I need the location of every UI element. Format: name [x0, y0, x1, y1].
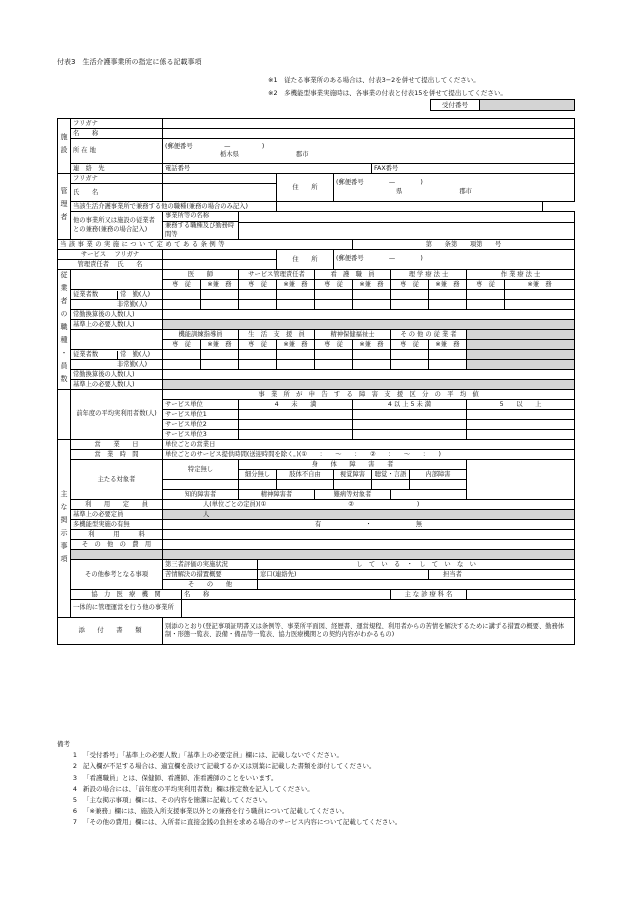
role-empty — [467, 330, 575, 340]
business-hours-label: 営 業 時 間 — [71, 450, 163, 460]
cell[interactable] — [391, 360, 429, 370]
staff-fte-field-2[interactable] — [163, 370, 575, 380]
cell[interactable] — [353, 300, 391, 310]
cell[interactable] — [391, 300, 429, 310]
svc-manager-name-label: 氏 名 — [117, 260, 143, 268]
complaint-person[interactable]: 担当者 — [429, 570, 575, 580]
phys-type-1[interactable]: 細分無し — [239, 470, 277, 480]
manager-pref: 県 — [396, 187, 403, 195]
top-note-2: ※2 多機能型事業実施時は、各事業の付表と付表15を併せて提出してください。 — [268, 89, 507, 97]
remark-num-4: 4 — [72, 784, 77, 793]
eval-field[interactable]: し て い る ・ し て い な い — [258, 560, 575, 570]
multi-label: 多機能型実施の有無 — [71, 520, 163, 530]
medical-label: 協 力 医 療 機 関 — [71, 590, 182, 600]
manager-name-label: 氏 名 — [71, 184, 163, 202]
disability-title: 事 業 所 が 申 告 す る 障 害 支 援 区 分 の 平 均 値 — [163, 390, 575, 400]
cell[interactable] — [353, 290, 391, 300]
staff-count-label-2: 従業者数 — [73, 350, 99, 358]
staff-part-label-1: 非常勤(人) — [71, 300, 163, 310]
cell[interactable] — [239, 360, 277, 370]
phys-type-3[interactable]: 視覚障害 — [334, 470, 372, 480]
col-dual-b3: ※兼 務 — [353, 340, 391, 350]
fee-field[interactable] — [163, 530, 575, 540]
role-service-manager: サービス管理責任者 — [239, 270, 315, 280]
remark-num-5: 5 — [72, 796, 77, 805]
facility-section-label: 施設 — [58, 119, 71, 174]
col-dual-b4: ※兼 務 — [429, 340, 467, 350]
top-notes — [268, 74, 507, 100]
cell[interactable] — [391, 290, 429, 300]
svc-manager-label-1: サービス — [80, 250, 106, 258]
remark-1 — [57, 750, 401, 761]
multi-field[interactable]: 有 ・ 無 — [163, 520, 575, 530]
unit-3: サービス単位3 — [163, 430, 239, 440]
fee-label: 利 用 料 — [71, 530, 163, 540]
remark-7 — [57, 817, 401, 828]
cell[interactable] — [429, 300, 467, 310]
ordinance-field[interactable]: 第 条第 項第 号 — [353, 240, 575, 250]
manager-other-facility-label: 他の事業所又は施設の従業者との兼務(兼務の場合記入) — [71, 212, 163, 240]
col-full-b3: 専 従 — [315, 340, 353, 350]
remark-num-2: 2 — [72, 762, 77, 771]
other-label: そ の 他 — [163, 580, 258, 590]
cell[interactable] — [315, 300, 353, 310]
cell[interactable] — [277, 300, 315, 310]
staff-part-label-2: 非常勤(人) — [71, 360, 163, 370]
staff-fte-label-1: 常勤換算後の人数(人) — [71, 310, 163, 320]
cell[interactable] — [353, 420, 467, 430]
facility-contact-label: 連 絡 先 — [71, 164, 163, 174]
business-hours-field[interactable]: 単位ごとのサービス提供時間(送迎時間を除く。)(① ： 〜 ： ② ： 〜 ： ) — [163, 450, 575, 460]
cell[interactable] — [429, 350, 467, 360]
col-full-b2: 専 従 — [239, 340, 277, 350]
role-life-support: 生 活 支 援 員 — [239, 330, 315, 340]
phys-type-5[interactable]: 内部障害 — [410, 470, 467, 480]
cell[interactable] — [467, 290, 505, 300]
remarks — [57, 739, 401, 829]
svc-manager-furigana-field[interactable] — [163, 250, 277, 260]
cell — [239, 480, 277, 490]
business-day-field[interactable]: 単位ごとの営業日 — [163, 440, 575, 450]
unit-1: サービス単位1 — [163, 410, 239, 420]
cell[interactable] — [239, 430, 353, 440]
cell[interactable] — [353, 430, 467, 440]
manager-other-job-label: 当該生活介護事業所で兼務する他の職種(兼務の場合のみ記入) — [71, 202, 277, 212]
cell[interactable] — [353, 360, 391, 370]
remark-text-2: 記入欄が不足する場合は、適宜欄を設けて記載するか又は別葉に記載した書類を添付してください。 — [83, 762, 376, 771]
other-field[interactable] — [258, 580, 575, 590]
col-dual-b2: ※兼 務 — [277, 340, 315, 350]
facility-address-field[interactable] — [163, 139, 575, 164]
remark-text-6: 「※兼務」欄には、施設入所支援事業以外との兼務を行う職員について記載してください。 — [83, 807, 349, 816]
medical-name-label: 名 称 — [184, 590, 210, 598]
cell[interactable] — [315, 350, 353, 360]
ref-label: その他参考となる事項 — [71, 560, 163, 590]
col-dual-1: ※兼 務 — [201, 280, 239, 290]
target-label: 主たる対象者 — [71, 460, 163, 500]
cell[interactable] — [201, 360, 239, 370]
svc-manager-name-field[interactable] — [163, 260, 277, 270]
role-pt: 理 学 療 法 士 — [391, 270, 467, 280]
col-full-3: 専 従 — [315, 280, 353, 290]
target-physical: 身 体 障 害 者 — [239, 460, 467, 470]
business-day-label: 営 業 日 — [71, 440, 163, 450]
document-title: 付表3 生活介護事業所の指定に係る記載事項 — [57, 58, 202, 66]
manager-facility-name-label: 事業所等の名称 — [163, 212, 238, 222]
cell[interactable] — [353, 410, 467, 420]
cell[interactable] — [277, 350, 315, 360]
other-type-1[interactable]: 知的障害者 — [163, 490, 239, 500]
cell[interactable] — [163, 300, 201, 310]
col-full-1: 専 従 — [163, 280, 201, 290]
complaint-label: 苦情解決の措置概要 — [163, 570, 258, 580]
over5-header: 5 以 上 — [467, 400, 575, 410]
cell[interactable] — [163, 350, 201, 360]
prev-avg-users-label: 前年度の平均実利用者数(人) — [71, 390, 163, 440]
application-form-table — [57, 118, 575, 645]
remark-text-7: 「その他の費用」欄には、入所者に直接金銭の負担を求める場合のサービス内容について記載してください。 — [83, 818, 402, 827]
col-full-2: 専 従 — [239, 280, 277, 290]
role-psw: 精神保健福祉士 — [315, 330, 391, 340]
staff-count-label-1: 従業者数 — [73, 290, 99, 298]
staff-required-label-2: 基準上の必要人数(人) — [71, 380, 163, 390]
facility-tel-field[interactable] — [163, 164, 372, 174]
cell[interactable] — [429, 360, 467, 370]
receipt-number-field[interactable] — [480, 100, 574, 110]
facility-name-label: 名 称 — [71, 129, 163, 139]
attachments-label: 添 付 書 類 — [58, 618, 163, 645]
staff-count-regular-label — [71, 290, 163, 300]
cell[interactable] — [315, 360, 353, 370]
col-full-5: 専 従 — [467, 280, 505, 290]
cell[interactable] — [467, 420, 575, 430]
cell — [163, 480, 239, 490]
cell[interactable] — [315, 290, 353, 300]
staff-required-field-2 — [163, 380, 575, 390]
facility-address-label: 所 在 地 — [71, 139, 163, 164]
cell[interactable] — [391, 350, 429, 360]
facility-fax-label: FAX番号 — [374, 164, 399, 172]
cell[interactable] — [239, 410, 353, 420]
attachments-text: 別添のとおり(登記事項証明書又は条例等、事業所平面図、経歴書、運営規程、利用者からの苦情を解決するために講ずる措置の概要、勤務体制・形態一覧表、設備・備品等一覧表、協力医療機関との契約内容がわかるもの) — [163, 618, 575, 645]
cell[interactable] — [505, 290, 575, 300]
facility-furigana-field[interactable] — [163, 119, 575, 129]
col-dual-5: ※兼 務 — [505, 280, 575, 290]
receipt-number-label: 受付番号 — [431, 100, 480, 110]
cell[interactable] — [201, 300, 239, 310]
staff-required-field-1 — [163, 320, 575, 330]
medical-subject-label: 主 な 診 療 科 名 — [391, 590, 467, 600]
complaint-window[interactable]: 窓口(連絡先) — [258, 570, 429, 580]
cell — [277, 480, 334, 490]
cell — [467, 360, 575, 370]
under4-header: 4 未 満 — [239, 400, 353, 410]
capacity-field[interactable]: 人(単位ごとの定員)(① ② ) — [163, 500, 575, 510]
col-dual-3: ※兼 務 — [353, 280, 391, 290]
svc-manager-label-2: 管理責任者 — [77, 260, 109, 268]
staff-regular-label-2: 常 勤(人) — [117, 351, 150, 359]
role-other: そ の 他 の 従 業 者 — [391, 330, 467, 340]
manager-name-field[interactable] — [163, 184, 277, 202]
eval-label: 第三者評価の実施状況 — [163, 560, 258, 570]
remark-text-5: 「主な掲示事項」欄には、その内容を簡潔に記載してください。 — [83, 796, 272, 805]
cell — [334, 480, 372, 490]
remark-5 — [57, 795, 401, 806]
staff-fte-field-1[interactable] — [163, 310, 575, 320]
integrated-field[interactable] — [182, 600, 575, 618]
cell — [71, 550, 163, 560]
cell — [467, 350, 575, 360]
capacity-label: 利 用 定 員 — [71, 500, 163, 510]
remark-text-4: 新設の場合には、「前年度の平均実利用者数」欄は推定数を記入してください。 — [83, 784, 314, 793]
cell[interactable] — [201, 290, 239, 300]
col-full-b1: 専 従 — [163, 340, 201, 350]
remark-4 — [57, 784, 401, 795]
facility-tel-label: 電話番号 — [165, 164, 191, 172]
col-dual-4: ※兼 務 — [429, 280, 467, 290]
target-blank — [467, 460, 575, 500]
staff-header-blank-2 — [71, 330, 163, 350]
remark-text-1: 「受付番号」「基準上の必要人数」「基準上の必要定員」欄には、記載しないでください。 — [83, 751, 343, 760]
col-full-b4: 専 従 — [391, 340, 429, 350]
facility-fax-field[interactable] — [372, 164, 575, 174]
cell[interactable] — [467, 300, 505, 310]
svc-manager-label-furigana — [58, 250, 163, 260]
cell[interactable] — [277, 360, 315, 370]
manager-furigana-field[interactable] — [163, 174, 277, 184]
manager-postal: (郵便番号 — ) — [336, 179, 423, 186]
cell[interactable] — [277, 290, 315, 300]
facility-name-field[interactable] — [163, 129, 575, 139]
cell[interactable] — [467, 430, 575, 440]
remark-num-3: 3 — [72, 773, 77, 782]
phys-type-4[interactable]: 聴覚・言語 — [372, 470, 410, 480]
capacity-req-label: 基準上の必要定員 — [71, 510, 163, 520]
other-type-3[interactable]: 難病等対象者 — [315, 490, 391, 500]
remark-3 — [57, 773, 401, 784]
role-doctor: 医 師 — [163, 270, 239, 280]
unit-2: サービス単位2 — [163, 420, 239, 430]
medical-subject-field[interactable] — [467, 590, 575, 600]
cell[interactable] — [353, 350, 391, 360]
staff-section-label: 従業者の職種・員数 — [58, 270, 71, 390]
manager-address-field[interactable] — [334, 174, 575, 202]
cell[interactable] — [505, 300, 575, 310]
remark-6 — [57, 806, 401, 817]
staff-required-label-1: 基準上の必要人数(人) — [71, 320, 163, 330]
manager-dual-fields[interactable] — [239, 212, 575, 240]
manager-dual-labels — [163, 212, 239, 240]
svc-manager-postal: (郵便番号 — ) — [336, 255, 423, 263]
staff-count-regular-label-2 — [71, 350, 163, 360]
remark-2 — [57, 761, 401, 772]
unit-header: サービス単位 — [163, 400, 239, 410]
manager-address-label: 住 所 — [277, 174, 334, 202]
svc-manager-furigana: フリガナ — [114, 250, 140, 258]
role-nurse: 看 護 職 員 — [315, 270, 391, 280]
cell[interactable] — [467, 410, 575, 420]
remarks-title: 備考 — [57, 740, 70, 748]
col-full-4: 専 従 — [391, 280, 429, 290]
cell — [391, 490, 467, 500]
cell[interactable] — [163, 290, 201, 300]
manager-city: 郡市 — [459, 187, 472, 195]
capacity-req-field: 人 — [163, 510, 575, 520]
cell[interactable] — [239, 290, 277, 300]
remark-num-7: 7 — [72, 818, 77, 827]
staff-regular-label-1: 常 勤(人) — [117, 291, 150, 299]
facility-pref: 栃木県 — [220, 151, 239, 158]
cell — [410, 480, 467, 490]
remark-text-3: 「看護職員」とは、保健師、看護師、准看護師のことをいいます。 — [83, 773, 278, 782]
col-dual-2: ※兼 務 — [277, 280, 315, 290]
main-section-label: 主な掲示事項 — [58, 440, 71, 618]
other-type-2[interactable]: 精神障害者 — [239, 490, 315, 500]
target-none[interactable]: 特定無し — [163, 460, 239, 480]
manager-section-label: 管理者 — [58, 174, 71, 240]
ordinance-label: 当該事業の実施について定めてある条例等 — [58, 240, 353, 250]
role-function-trainer: 機能訓練指導員 — [163, 330, 239, 340]
manager-other-job-field[interactable] — [277, 202, 543, 212]
manager-furigana-label: フリガナ — [71, 174, 163, 184]
cell[interactable] — [239, 420, 353, 430]
svc-manager-address-label: 住 所 — [277, 250, 334, 270]
cell — [163, 550, 575, 560]
cell — [467, 340, 575, 350]
col-dual-b1: ※兼 務 — [201, 340, 239, 350]
other-fee-field[interactable] — [163, 540, 575, 550]
staff-section-label-cont — [58, 390, 71, 440]
svc-manager-address-field[interactable] — [334, 250, 575, 270]
cell — [372, 480, 410, 490]
medical-name-field[interactable] — [182, 590, 391, 600]
cell[interactable] — [201, 350, 239, 360]
role-ot: 作 業 療 法 士 — [467, 270, 575, 280]
cell[interactable] — [163, 360, 201, 370]
receipt-number-box — [430, 99, 575, 111]
phys-type-2[interactable]: 肢体不自由 — [277, 470, 334, 480]
remark-num-6: 6 — [72, 807, 77, 816]
cell[interactable] — [239, 300, 277, 310]
facility-city: 郡市 — [295, 151, 309, 158]
integrated-label: 一体的に管理運営を行う他の事業所 — [71, 600, 182, 618]
manager-job-hours-label: 兼務する職種及び勤務時間等 — [165, 222, 235, 238]
svc-manager-label-name — [58, 260, 163, 270]
facility-furigana-label: フリガナ — [71, 119, 163, 129]
staff-header-blank — [71, 270, 163, 290]
cell[interactable] — [239, 350, 277, 360]
facility-postal: (郵便番号 — ) — [165, 142, 265, 150]
other-fee-label: そ の 他 の 費 用 — [71, 540, 163, 550]
top-note-1: ※1 従たる事業所のある場合は、付表3−2を併せて提出してください。 — [268, 76, 480, 84]
staff-fte-label-2: 常勤換算後の人数(人) — [71, 370, 163, 380]
remark-num-1: 1 — [72, 751, 77, 760]
mid-header: 4 以 上 5 未 満 — [353, 400, 467, 410]
cell[interactable] — [429, 290, 467, 300]
